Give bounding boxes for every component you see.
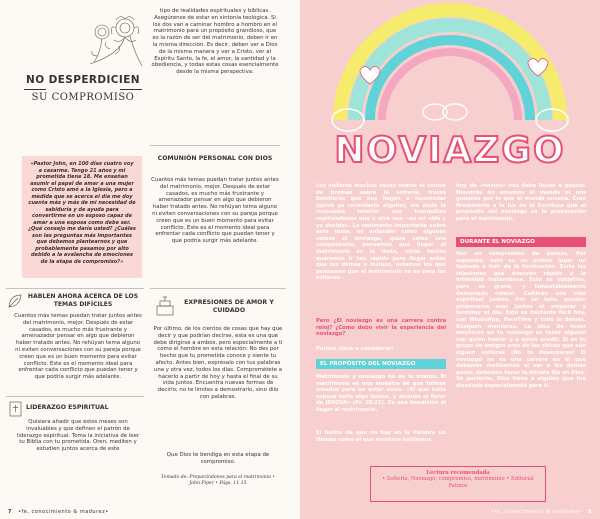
liderazgo-title: LIDERAZGO ESPIRITUAL [26, 404, 109, 411]
durante-title: DURANTE EL NOVIAZGO [456, 237, 586, 247]
section-divider [150, 145, 280, 146]
reading-box [370, 466, 546, 502]
expresiones-text: Por último, de los cientos de cosas que hay que decir y que podrían decirse, esta es una que debe dirigirse a ambos, pero especialmente a ti como el hombre en esta relación: No des por hecho que tu prometida conoce y siente tu afecto. Antes bien, exprésalo con tus palabras una y otra vez, todos los días. Comprométete a hacerlo a partir de hoy y hasta el final de su vida juntos. Encuentra nuevas formas de decirlo; no te limites a demostrarlo, sino dilo con palabras. [153, 326, 283, 400]
durante-text: Haz un compromiso de pureza. Por supuesto, esto es un primer lugar un llamado a huir de la fornicación. Evita las relaciones que avanzan rápido y la intimidad instantánea. Esto es subjetivo, pero es grave, y lamentablemente demasiado común. Cultiven una vida espiritual juntos. Por un lado, pueden proponerse orar juntos el empezar y terminar el día. Este es bastante fácil hoy, con WhatsApp, FaceTime y todo lo demás. Busquen mentores. La idea de tener mentores en tu noviazgo es tener alguien con quien hablar y a quien acudir. Si es tu grupo de amigos eres de las chicas que aún siguen solteras ¡No te desesperes! El noviazgo no es una carrera en el que debemos motivarnos al ver a los demás ganar, debemos tener la mirada fija en Dios. Sé paciente, Dios tiene a alguien que fue diseñado especialmente para ti. [456, 251, 586, 389]
comunion-title: COMUNIÓN PERSONAL CON DIOS [157, 155, 273, 162]
liderazgo-text: Quisiera añadir que estos meses son invaluables y que definen el patrón de liderazgo espiritual. Toma la iniciativa de leer tu Biblia con tu prometida. Oren, mediten y estudien juntos acerca de este [16, 419, 140, 453]
title-divider-left [24, 89, 46, 90]
proposito-title: EL PROPÓSITO DEL NOVIAZGO [316, 359, 446, 369]
hablen-title: HABLEN AHORA ACERCA DE LOS TEMAS DIFÍCILES [27, 293, 139, 308]
points-label: Puntos clave a considerar: [316, 346, 394, 352]
section-divider [150, 288, 286, 289]
right-footer [491, 509, 592, 515]
footer-text: •fe, conocimiento & madurez• [491, 509, 582, 515]
noviazgo-title: NOVIAZGO [334, 130, 566, 171]
cake-icon [154, 294, 176, 318]
page-number: 8 [588, 509, 592, 515]
bible-icon [8, 400, 24, 418]
section-divider [6, 288, 144, 289]
flower-illustration [80, 14, 150, 69]
expresiones-title: EXPRESIONES DE AMOR Y CUIDADO [184, 299, 274, 314]
comunion-text: Cuantos más temas puedan tratar juntos antes del matrimonio, mejor. Después de estar casados, es mucho más frustrante y amenazador pensar en algo que debieron haber tratado antes. No rehúyan tema alguno ni eviten conversaciones con su pareja porque creen que es un buen momento para evitar conflicto. Este es el momento ideal para enfrentar cada conflicto que puedan tener y que podría surgir más adelante. [151, 177, 279, 245]
proposito-text: Matrimonio y noviazgo no es lo mismo. El matrimonio es una muestra de que fuimos creados para no estar solos. «El que halla esposa halla algo bueno, y alcanza el favor de JEHOVÁ» (Pr. 18:22). Es una bendición el llegar al matrimonio. [316, 374, 446, 413]
hablen-text: Cuantos más temas puedan tratar juntos antes del matrimonio, mejor. Después de estar casados, es mucho más frustrante y amenazador pensar en algo que debieron haber tratado antes. No rehúyan tema alguno ni eviten conversaciones con su pareja porque creen que es un buen momento para evitar conflicto. Este es el momento ideal para enfrentar cada conflicto que puedan tener y que podría surgir más adelante. [14, 313, 142, 381]
question-heading: Pero ¿El noviazgo es una carrera contra reloj? ¿Cómo debo vivir la experiencia del noviazgo? [316, 318, 446, 338]
reading-text: • Soltería, Noviazgo, compromiso, matrimonio • Editorial Patmos [382, 476, 534, 489]
left-title-line2: SU COMPROMISO [31, 92, 135, 103]
left-footer [8, 509, 109, 515]
reading-label: Lectura recomendada [426, 470, 490, 476]
col2-top-text: tipo de realidades espirituales y bíblicas. Asegúrense de estar en sintonía teológica. Si los dos van a caminar hombro a hombro en el matrimonio para un propósito grandioso, que es la razón de ser del matrimonio, deben ir en la misma dirección. Es decir, deben ver a Dios de la misma manera y ver a Cristo, ver al Espíritu Santo, la fe, el amor, la santidad y la obediencia, y todas estas cosas esencialmente desde la misma perspectiva. [151, 8, 279, 76]
left-title-line1: NO DESPERDICIEN [26, 74, 140, 86]
rainbow-illustration [300, 0, 600, 135]
leaf-icon [6, 292, 24, 310]
proposito-text-2: El hecho de que no hay en la Palabra un tiempo como el que nosotros hablamos [316, 430, 446, 443]
right-page [300, 0, 600, 519]
closing-text: Que Dios te bendiga en esta etapa de compromiso. [166, 452, 270, 465]
source-citation: Tomado de: Preparándonos para el matrimonio • John Piper • Págs. 11-15 [160, 475, 276, 486]
title-divider-right [120, 89, 142, 90]
footer-text: •fe, conocimiento & madurez• [18, 509, 109, 515]
story-quote: «Pastor John, en 100 días cuatro voy a casarme. Tengo 21 años y mi prometida tiene 18. Me enseñan asumir el papel de amar a una mujer como Cristo amó a la Iglesia, pero a medida que se acerca el día me doy cuenta más y más de mi necesidad de sabiduría y de ayuda para convertirme en un esposo capaz de amar a una esposa como debe ser. ¿Qué consejo me daría usted? ¿Cuáles son las preguntas más importantes que debemos plantearnos y que probablemente pasamos por alto debido a la avalancha de emociones de la etapa de compromiso?» [22, 156, 142, 278]
intro-text: Los solteros muchas veces somos el centro de bromas sobre la soltería, frases familiares que nos llegan a incomodar (quizá ya recordaste alguna), sin duda la respuesta interior nos tranquiliza repitiéndonos una y otra vez: «es mi vida y yo decido». Lo realmente importante sobre este tema, es entender cómo algunos vemos el noviazgo, quizá como una competencia; pensamos que llegar al matrimonio es la meta, otros tantos queremos ir tan rápido para llegar antes que los demás e incluso, estamos los que pensamos que el matrimonio no es para los solteros. [316, 183, 446, 282]
section-divider [6, 396, 144, 397]
page-number: 7 [8, 509, 12, 515]
col2-top-text: hoy de «novios» nos debe llevar a pausar. Nosotros no amamos el mundo ni nos guiamos por lo que el mundo enseña. Creo firmemente a la luz de la Escritura que el propósito del noviazgo es la preparación para el matrimonio. [456, 183, 586, 222]
